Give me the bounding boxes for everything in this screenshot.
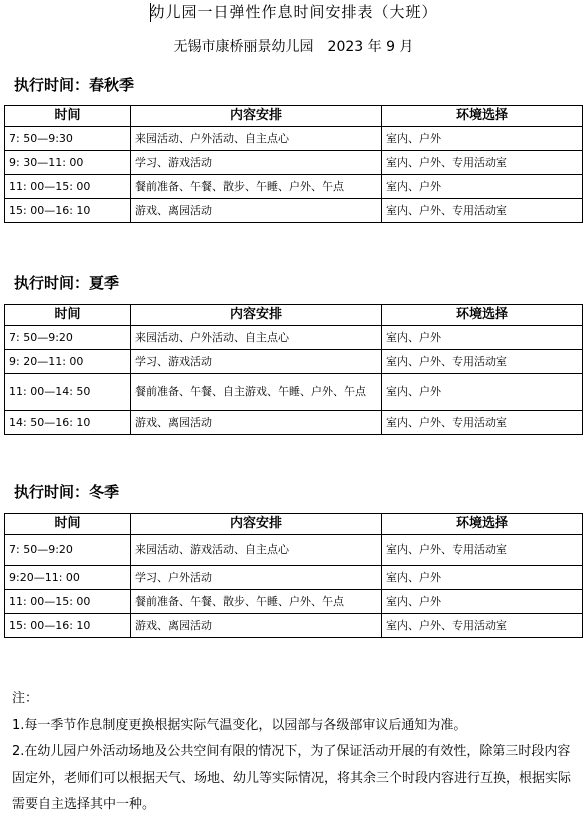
schedule-table-spring-autumn (4, 105, 583, 223)
cell-content: 餐前准备、午餐、自主游戏、午睡、户外、午点 (131, 374, 382, 411)
cell-content: 餐前准备、午餐、散步、午睡、户外、午点 (131, 175, 382, 199)
header-time: 时间 (5, 305, 131, 326)
cell-content: 来园活动、户外活动、自主点心 (131, 326, 382, 350)
header-content: 内容安排 (131, 305, 382, 326)
table-row (5, 127, 583, 151)
cell-environment: 室内、户外 (382, 590, 583, 614)
header-environment: 环境选择 (382, 106, 583, 127)
table-row (5, 411, 583, 435)
header-time: 时间 (5, 514, 131, 535)
note-item: 1.每一季节作息制度更换根据实际气温变化，以园部与各级部审议后通知为准。 (12, 717, 467, 733)
cell-environment: 室内、户外 (382, 175, 583, 199)
cell-time: 11: 00—15: 00 (5, 590, 131, 614)
table-row (5, 614, 583, 638)
table-header-row (5, 106, 583, 127)
cell-environment: 室内、户外 (382, 566, 583, 590)
table-row (5, 590, 583, 614)
cell-time: 15: 00—16: 10 (5, 199, 131, 223)
cell-content: 学习、游戏活动 (131, 350, 382, 374)
document-title: 幼儿园一日弹性作息时间安排表（大班） (149, 3, 438, 21)
table-row (5, 350, 583, 374)
cell-environment: 室内、户外 (382, 326, 583, 350)
table-row (5, 535, 583, 566)
header-time: 时间 (5, 106, 131, 127)
cell-environment: 室内、户外、专用活动室 (382, 535, 583, 566)
season-heading-winter: 执行时间：冬季 (14, 483, 120, 501)
cell-content: 游戏、离园活动 (131, 614, 382, 638)
cell-time: 9: 20—11: 00 (5, 350, 131, 374)
cell-environment: 室内、户外、专用活动室 (382, 614, 583, 638)
table-header-row (5, 514, 583, 535)
table-row (5, 326, 583, 350)
cell-content: 餐前准备、午餐、散步、午睡、户外、午点 (131, 590, 382, 614)
cell-environment: 室内、户外 (382, 127, 583, 151)
table-row (5, 566, 583, 590)
header-content: 内容安排 (131, 514, 382, 535)
table-row (5, 199, 583, 223)
cell-content: 游戏、离园活动 (131, 411, 382, 435)
season-heading-summer: 执行时间：夏季 (14, 274, 120, 292)
notes-label: 注： (12, 691, 39, 706)
cell-time: 7: 50—9:20 (5, 535, 131, 566)
cell-time: 11: 00—14: 50 (5, 374, 131, 411)
table-header-row (5, 305, 583, 326)
cell-time: 11: 00—15: 00 (5, 175, 131, 199)
cell-content: 游戏、离园活动 (131, 199, 382, 223)
cell-content: 学习、户外活动 (131, 566, 382, 590)
header-environment: 环境选择 (382, 305, 583, 326)
schedule-table-winter (4, 513, 583, 638)
schedule-table-summer (4, 304, 583, 435)
table-row (5, 175, 583, 199)
cell-environment: 室内、户外、专用活动室 (382, 350, 583, 374)
cell-content: 来园活动、户外活动、自主点心 (131, 127, 382, 151)
cell-environment: 室内、户外、专用活动室 (382, 199, 583, 223)
note-item: 2.在幼儿园户外活动场地及公共空间有限的情况下，为了保证活动开展的有效性，除第三时段内容固定外，老师们可以根据天气、场地、幼儿等实际情况，将其余三个时段内容进行互换，根据实际需要自主选择其中一种。 (12, 744, 572, 812)
cell-environment: 室内、户外、专用活动室 (382, 151, 583, 175)
notes-section (12, 686, 582, 819)
header-content: 内容安排 (131, 106, 382, 127)
document-subtitle: 无锡市康桥丽景幼儿园 2023 年 9 月 (173, 39, 414, 55)
cell-time: 9:20—11: 00 (5, 566, 131, 590)
cell-time: 15: 00—16: 10 (5, 614, 131, 638)
cell-environment: 室内、户外、专用活动室 (382, 411, 583, 435)
table-row (5, 151, 583, 175)
cell-time: 9: 30—11: 00 (5, 151, 131, 175)
season-heading-spring-autumn: 执行时间：春秋季 (14, 76, 135, 94)
cell-time: 7: 50—9:30 (5, 127, 131, 151)
table-row (5, 374, 583, 411)
cell-time: 14: 50—16: 10 (5, 411, 131, 435)
cell-content: 学习、游戏活动 (131, 151, 382, 175)
cell-time: 7: 50—9:20 (5, 326, 131, 350)
cell-content: 来园活动、游戏活动、自主点心 (131, 535, 382, 566)
cell-environment: 室内、户外 (382, 374, 583, 411)
header-environment: 环境选择 (382, 514, 583, 535)
